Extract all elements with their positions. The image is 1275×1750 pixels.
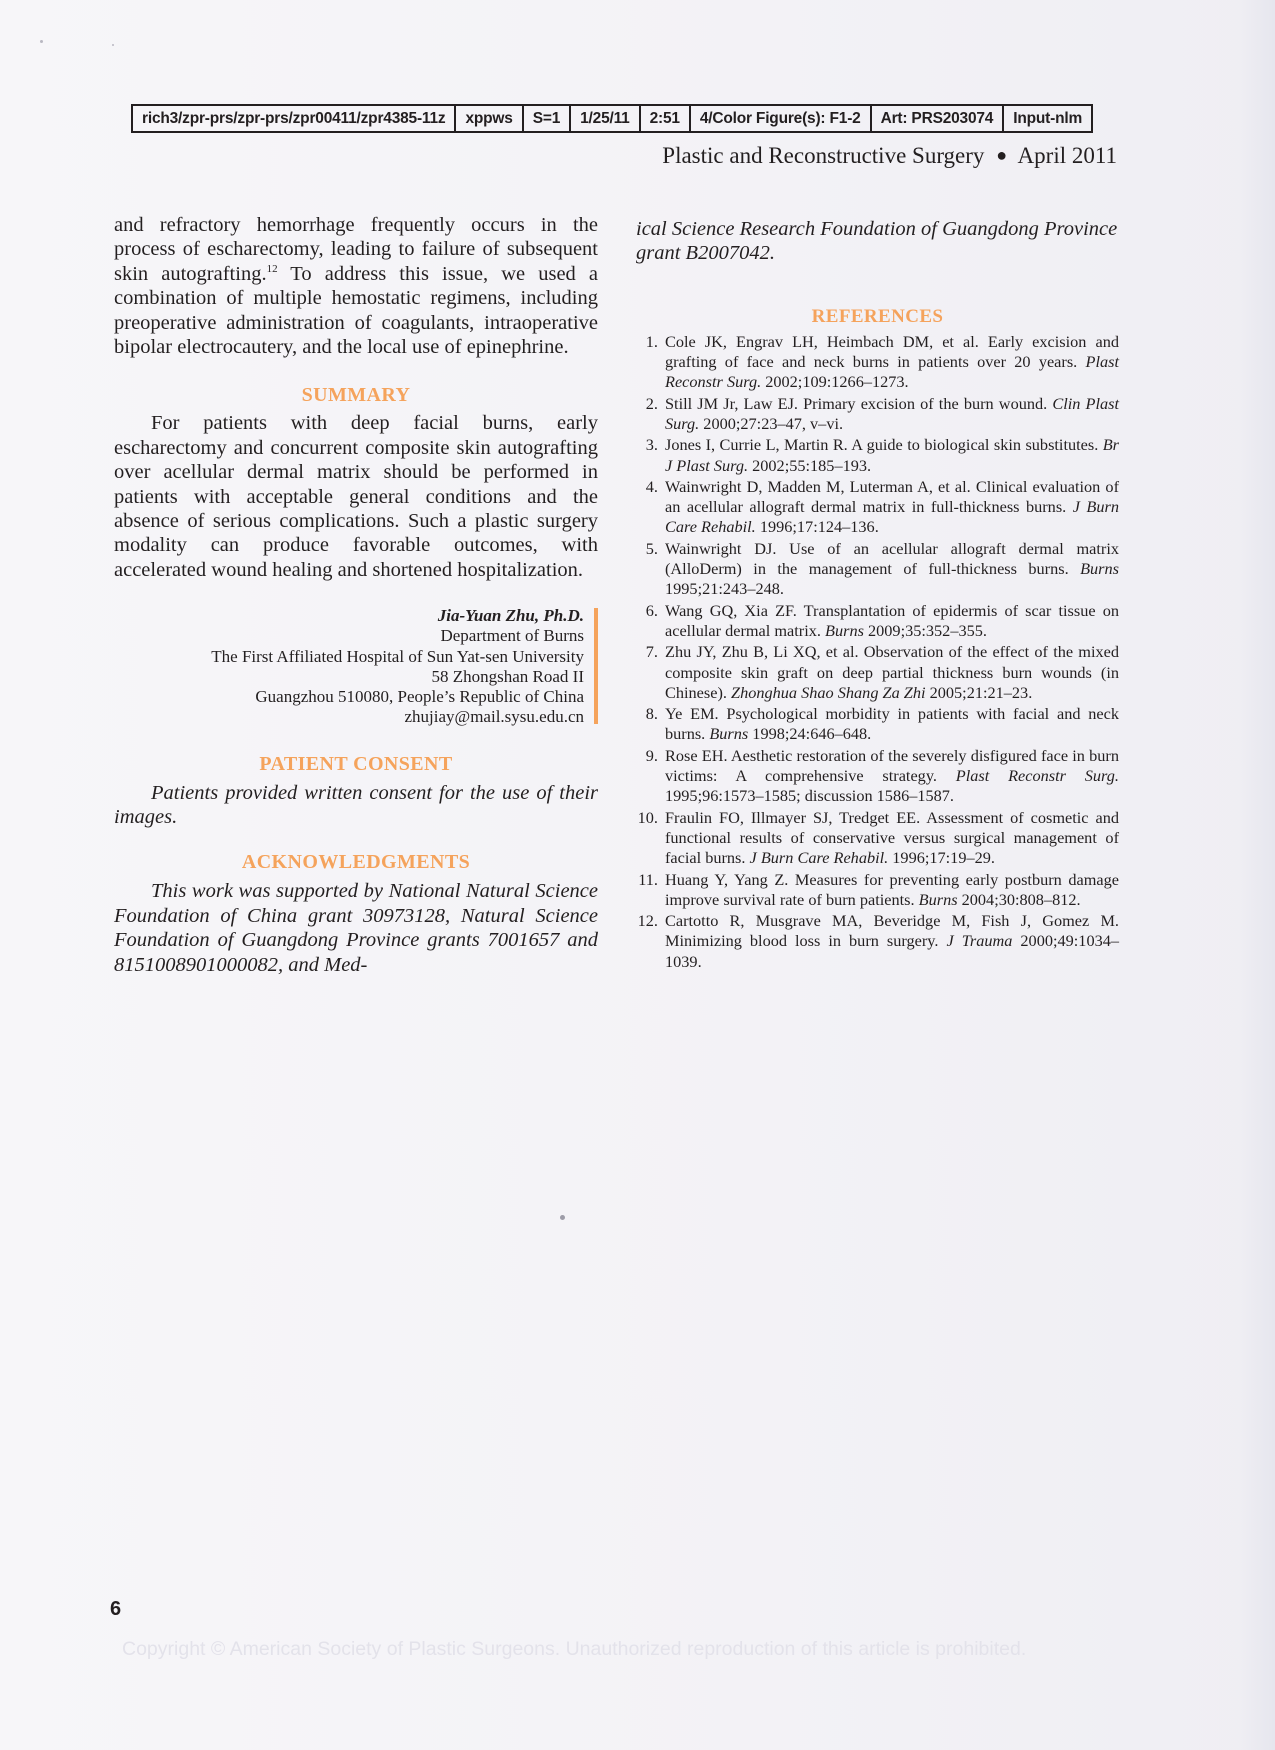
reference-number: 11. (638, 869, 658, 889)
author-street: 58 Zhongshan Road II (431, 666, 584, 686)
left-column (114, 213, 598, 977)
slug-path: rich3/zpr-prs/zpr-prs/zpr00411/zpr4385-11z (133, 106, 456, 131)
reference-number: 5. (645, 538, 658, 558)
reference-item (636, 332, 1119, 393)
reference-journal: Plast Reconstr Surg. (665, 352, 1119, 392)
reference-number: 8. (645, 704, 658, 724)
author-hospital: The First Affiliated Hospital of Sun Yat-sen University (211, 646, 584, 666)
reference-journal: Burns (1080, 559, 1119, 579)
reference-item (636, 642, 1119, 703)
reference-item (636, 477, 1119, 538)
reference-item (636, 435, 1119, 476)
running-head (662, 143, 1117, 169)
author-email: zhujiay@mail.sysu.edu.cn (404, 707, 584, 727)
reference-number: 6. (645, 600, 658, 620)
slug-article-id: Art: PRS203074 (872, 106, 1005, 131)
reference-citation: Wainwright D, Madden M, Luterman A, et al. Clinical evaluation of an acellular allograft dermal matrix in full-thickness burns. (665, 476, 1119, 517)
reference-number: 10. (637, 807, 658, 827)
paper-edge-shadow (1239, 0, 1275, 1750)
reference-citation: Ye EM. Psychological morbidity in patients with facial and neck burns. (665, 704, 1119, 744)
reference-item (636, 539, 1119, 600)
body-paragraph (114, 213, 598, 359)
reference-journal: Burns (709, 724, 749, 744)
issue-date: April 2011 (1017, 143, 1117, 168)
author-signature-block (114, 606, 598, 727)
body-text-part: and refractory hemorrhage frequently occurs in the process of escharectomy, leading to failure of subsequent skin autografting. (114, 214, 598, 285)
reference-citation: Cole JK, Engrav LH, Heimbach DM, et al. Early excision and grafting of face and neck burns in patients over 20 years. (665, 331, 1119, 372)
reference-journal: Br J Plast Surg. (665, 435, 1119, 475)
reference-item (636, 394, 1119, 435)
body-text-part: To address this issue, we used a combination of multiple hemostatic regimens, including preoperative administration of coagulants, intraoperative bipolar electrocautery, and the local use of epinephrine. (114, 262, 598, 359)
reference-volume-pages: 2000;49:1034–1039. (665, 931, 1120, 971)
right-column (636, 217, 1119, 972)
reference-citation: Huang Y, Yang Z. Measures for preventing early postburn damage improve survival rate of burn patients. (665, 869, 1119, 909)
reference-list (636, 332, 1119, 972)
reference-item (636, 746, 1119, 807)
copyright-notice: Copyright © American Society of Plastic Surgeons. Unauthorized reproduction of this article is prohibited. (122, 1638, 1027, 1660)
reference-citation: Wang GQ, Xia ZF. Transplantation of epidermis of scar tissue on acellular dermal matrix. (665, 600, 1119, 640)
reference-volume-pages: 1995;21:243–248. (665, 579, 784, 599)
reference-journal: Clin Plast Surg. (665, 393, 1119, 433)
summary-paragraph: For patients with deep facial burns, early escharectomy and concurrent composite skin autografting over acellular dermal matrix should be performed in patients with acceptable general conditions and the absence of serious complications. Such a plastic surgery modality can produce favorable outcomes, with accelerated wound healing and shortened hospitalization. (114, 412, 598, 581)
reference-volume-pages: 2000;27:23–47, v–vi. (699, 414, 844, 433)
journal-title: Plastic and Reconstructive Surgery (662, 143, 985, 168)
page-number: 6 (110, 1598, 122, 1620)
reference-citation: Zhu JY, Zhu B, Li XQ, et al. Observation of the effect of the mixed composite skin graft on deep partial thickness burn wounds (in Chinese). (665, 642, 1119, 702)
production-slug-line (131, 104, 1093, 133)
reference-journal: J Trauma (946, 931, 1013, 951)
reference-citation: Wainwright DJ. Use of an acellular allograft dermal matrix (AlloDerm) in the management of full-thickness burns. (665, 538, 1119, 579)
references-heading: REFERENCES (811, 305, 944, 327)
reference-item (636, 870, 1119, 911)
author-department: Department of Burns (440, 626, 584, 646)
citation-superscript: 12 (266, 262, 278, 275)
reference-number: 7. (645, 642, 658, 662)
reference-journal: Plast Reconstr Surg. (955, 766, 1119, 786)
reference-journal: J Burn Care Rehabil. (665, 497, 1119, 537)
patient-consent-paragraph: Patients provided written consent for the use of their images. (114, 781, 598, 828)
reference-volume-pages: 1995;96:1573–1585; discussion 1586–1587. (665, 786, 955, 806)
reference-citation: Jones I, Currie L, Martin R. A guide to biological skin substitutes. (665, 435, 1103, 455)
scan-speck (112, 44, 114, 46)
reference-number: 3. (645, 435, 658, 455)
author-city: Guangzhou 510080, People’s Republic of China (255, 687, 584, 707)
reference-number: 4. (645, 476, 658, 496)
reference-journal: Burns (825, 620, 864, 640)
reference-number: 2. (645, 393, 658, 413)
author-name: Jia-Yuan Zhu, Ph.D. (437, 606, 584, 626)
reference-citation: Rose EH. Aesthetic restoration of the severely disfigured face in burn victims: A comprehensive strategy. (665, 745, 1119, 786)
reference-item (636, 808, 1119, 869)
reference-citation: Still JM Jr, Law EJ. Primary excision of the burn wound. (665, 393, 1053, 413)
reference-number: 9. (645, 745, 658, 765)
signature-accent-bar (594, 608, 598, 724)
reference-volume-pages: 1996;17:124–136. (755, 517, 879, 537)
acknowledgments-heading: ACKNOWLEDGMENTS (241, 851, 471, 874)
slug-color-figures: 4/Color Figure(s): F1-2 (691, 106, 872, 131)
acknowledgments-continuation: ical Science Research Foundation of Guangdong Province grant B2007042. (636, 218, 1118, 265)
reference-citation: Cartotto R, Musgrave MA, Beveridge M, Fish J, Gomez M. Minimizing blood loss in burn surgery. (665, 911, 1119, 951)
reference-volume-pages: 1996;17:19–29. (888, 848, 995, 868)
reference-journal: J Burn Care Rehabil. (749, 848, 889, 868)
reference-volume-pages: 2002;55:185–193. (748, 455, 872, 475)
bullet-icon: ● (996, 145, 1008, 165)
reference-volume-pages: 2009;35:352–355. (863, 620, 987, 640)
reference-volume-pages: 2005;21:21–23. (925, 682, 1033, 702)
reference-journal: Burns (918, 889, 958, 909)
reference-number: 1. (645, 331, 658, 351)
reference-item (636, 601, 1119, 642)
reference-journal: Zhonghua Shao Shang Za Zhi (731, 682, 926, 702)
reference-number: 12. (637, 911, 658, 931)
slug-system: xppws (456, 106, 523, 131)
acknowledgments-paragraph: This work was supported by National Natural Science Foundation of China grant 30973128, Natural Science Foundation of Guangdong Province grants 7001657 and 8151008901000082, and Med- (114, 880, 598, 976)
slug-input-type: Input-nlm (1013, 110, 1083, 127)
reference-volume-pages: 2004;30:808–812. (957, 889, 1081, 909)
slug-date: 1/25/11 (571, 106, 640, 131)
slug-time: 2:51 (641, 106, 691, 131)
reference-item (636, 704, 1119, 745)
slug-sequence: S=1 (524, 106, 571, 131)
summary-heading: SUMMARY (301, 384, 411, 407)
scan-speck (560, 1215, 565, 1220)
scan-speck (40, 40, 43, 43)
reference-citation: Fraulin FO, Illmayer SJ, Tredget EE. Assessment of cosmetic and functional results of conservative versus surgical management of facial burns. (665, 807, 1119, 868)
patient-consent-heading: PATIENT CONSENT (259, 752, 453, 775)
reference-item (636, 911, 1119, 972)
reference-volume-pages: 1998;24:646–648. (748, 724, 872, 744)
reference-volume-pages: 2002;109:1266–1273. (761, 372, 909, 392)
